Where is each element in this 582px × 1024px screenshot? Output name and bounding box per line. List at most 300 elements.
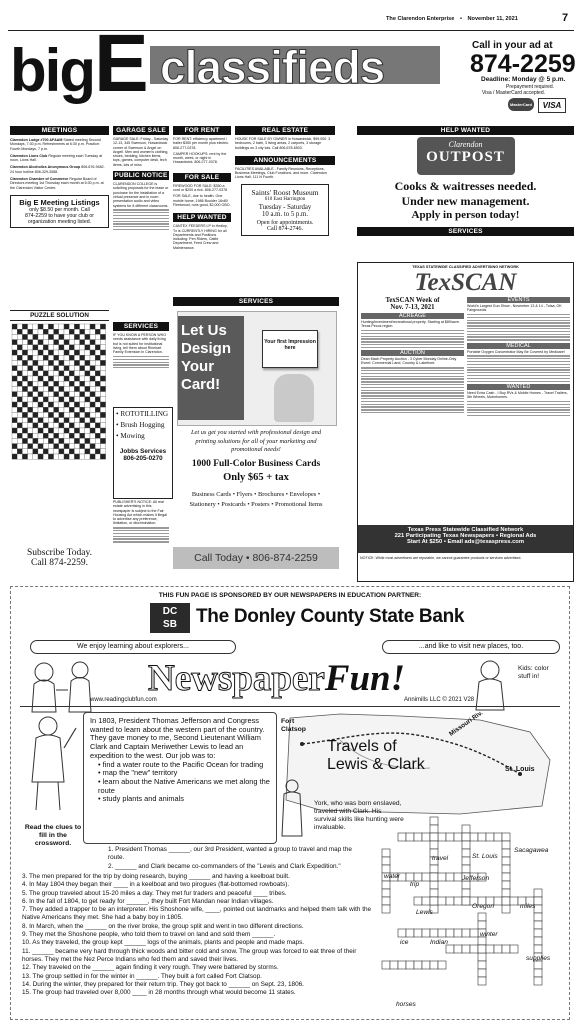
sample-card	[262, 330, 318, 368]
solution-cell	[12, 345, 17, 350]
map-title-line: Lewis & Clark	[327, 756, 425, 773]
solution-cell	[33, 386, 38, 391]
solution-cell	[90, 355, 95, 360]
solution-cell	[85, 418, 90, 423]
solution-cell	[80, 376, 85, 381]
solution-cell	[22, 454, 27, 459]
solution-cell	[22, 350, 27, 355]
museum-hours: 10 a.m. to 5 p.m.	[261, 210, 309, 218]
solution-cell	[28, 444, 33, 449]
solution-cell	[22, 402, 27, 407]
solution-cell	[48, 444, 53, 449]
for-sale-text: FOR SALE, due to health. One mobile home, 1986 Boulder 16x80 Fleetwood, runs good, $2,000 OBO.	[173, 194, 231, 207]
newspaper-title	[148, 657, 405, 700]
fort-clatsop-label: Fort Clatsop	[281, 718, 306, 733]
solution-cell	[85, 340, 90, 345]
museum-days: Tuesday - Saturday	[258, 203, 312, 211]
solution-cell	[54, 386, 59, 391]
solution-cell	[64, 340, 69, 345]
solution-cell	[85, 345, 90, 350]
public-notice-text: CLARENDON COLLEGE is soliciting proposals for the lease or purchase for the installation of a virtual presence and in room presentation audio and video systems for 8 different classrooms.	[113, 182, 169, 208]
solution-cell	[48, 407, 53, 412]
solution-cell	[100, 444, 105, 449]
solution-cell	[69, 433, 74, 438]
network-line: Start At $250 • Email ads@texaspress.com	[406, 539, 525, 545]
solution-cell	[38, 407, 43, 412]
outpost-name: OUTPOST	[426, 149, 505, 165]
solution-cell	[69, 397, 74, 402]
page-header-rule	[8, 30, 574, 31]
clue-item: 13. The group settled in for the winter in ______. They built a fort called Fort Clatsop.	[22, 972, 262, 980]
solution-cell	[90, 428, 95, 433]
solution-cell	[17, 366, 22, 371]
solution-cell	[28, 334, 33, 339]
solution-cell	[64, 371, 69, 376]
solution-cell	[28, 376, 33, 381]
solution-cell	[74, 350, 79, 355]
solution-cell	[48, 438, 53, 443]
solution-cell	[85, 324, 90, 329]
solution-cell	[17, 402, 22, 407]
intro-bullet: • map the "new" territory	[98, 768, 178, 778]
solution-cell	[100, 418, 105, 423]
solution-cell	[22, 397, 27, 402]
garage-sale-text: GARAGE SALE: Friday - Saturday 12-13, 345 Swenson, Howardwick corner of Swenson & Angel on Angell. Men and women's clothing, shoes, bedding, kitchen items, toys, games, computer desk, tech items, lots of misc.	[113, 137, 169, 167]
solution-cell	[90, 412, 95, 417]
solution-cell	[100, 397, 105, 402]
solution-cell	[85, 386, 90, 391]
solution-cell	[85, 366, 90, 371]
solution-cell	[38, 340, 43, 345]
solution-cell	[54, 340, 59, 345]
solution-cell	[90, 360, 95, 365]
solution-cell	[38, 371, 43, 376]
solution-cell	[80, 428, 85, 433]
headline-line: Your	[181, 358, 215, 375]
solution-cell	[38, 423, 43, 428]
solution-cell	[33, 381, 38, 386]
solution-cell	[64, 324, 69, 329]
solution-cell	[100, 360, 105, 365]
solution-cell	[69, 360, 74, 365]
solution-cell	[64, 444, 69, 449]
solution-cell	[48, 386, 53, 391]
solution-cell	[74, 428, 79, 433]
events-text: World's Largest Gun Show - November 13 & 14 - Tulsa, OK Fairgrounds.	[467, 304, 562, 313]
solution-cell	[54, 454, 59, 459]
solution-cell	[100, 366, 105, 371]
solution-cell	[85, 355, 90, 360]
solution-cell	[22, 438, 27, 443]
solution-cell	[33, 449, 38, 454]
solution-cell	[85, 376, 90, 381]
solution-cell	[85, 334, 90, 339]
bubble-left-text: We enjoy learning about explorers...	[77, 643, 189, 650]
solution-cell	[43, 340, 48, 345]
headline-line: Card!	[181, 376, 221, 393]
solution-cell	[38, 381, 43, 386]
solution-cell	[69, 418, 74, 423]
solution-cell	[33, 423, 38, 428]
solution-cell	[12, 366, 17, 371]
bank-logo	[150, 603, 190, 633]
solution-cell	[43, 392, 48, 397]
speech-bubble-left	[30, 640, 236, 654]
solution-cell	[48, 454, 53, 459]
museum-appointments: Open for appointments.	[256, 219, 314, 226]
solution-cell	[74, 329, 79, 334]
solution-cell	[38, 402, 43, 407]
solution-cell	[48, 402, 53, 407]
solution-cell	[33, 444, 38, 449]
solution-cell	[12, 438, 17, 443]
rototilling-ad	[113, 407, 173, 499]
outpost-top: Clarendon	[448, 140, 483, 149]
solution-cell	[43, 355, 48, 360]
solution-cell	[48, 345, 53, 350]
solution-cell	[33, 412, 38, 417]
solution-cell	[64, 381, 69, 386]
solution-cell	[80, 438, 85, 443]
solution-cell	[95, 386, 100, 391]
solution-cell	[64, 438, 69, 443]
solution-cell	[69, 334, 74, 339]
design-card-ad	[173, 297, 339, 581]
solution-cell	[28, 423, 33, 428]
solution-cell	[69, 350, 74, 355]
solution-cell	[48, 334, 53, 339]
solution-cell	[33, 324, 38, 329]
solution-cell	[38, 324, 43, 329]
events-text-continued	[467, 314, 570, 340]
solution-cell	[54, 449, 59, 454]
intro-bullet: • find a water route to the Pacific Ocean for trading	[98, 759, 264, 769]
puzzle-solution-grid	[10, 322, 109, 464]
solution-cell	[80, 454, 85, 459]
lewis-clark-drawing	[20, 712, 80, 812]
ad-service-line: • Mowing	[116, 432, 145, 440]
solution-cell	[43, 412, 48, 417]
solution-cell	[90, 324, 95, 329]
solution-cell	[17, 381, 22, 386]
solution-cell	[69, 392, 74, 397]
clue-item: 12. They traveled on the ______ again finding it very rough. They were battered by storms.	[22, 964, 279, 972]
solution-cell	[17, 324, 22, 329]
meeting-entry: Clarendon Alcoholics Anonymous Group 806-676-9482. 24 hour hotline 806-329-3088.	[10, 165, 105, 174]
outpost-logo	[417, 137, 515, 175]
solution-cell	[95, 418, 100, 423]
solution-cell	[38, 392, 43, 397]
solution-cell	[22, 371, 27, 376]
solution-cell	[54, 412, 59, 417]
solution-cell	[12, 329, 17, 334]
solution-cell	[12, 423, 17, 428]
solution-cell	[74, 407, 79, 412]
solution-cell	[43, 360, 48, 365]
solution-cell	[22, 340, 27, 345]
solution-cell	[69, 428, 74, 433]
solution-cell	[59, 412, 64, 417]
clue-item: 8. In March, when the ______ on the river broke, the group split and went in two different directions.	[22, 922, 304, 930]
solution-cell	[28, 350, 33, 355]
solution-cell	[28, 397, 33, 402]
bank-logo-dc: DC	[162, 606, 178, 617]
solution-cell	[100, 407, 105, 412]
solution-cell	[74, 402, 79, 407]
publication-name: The Clarendon Enterprise • November 11, 2021	[386, 16, 518, 22]
services-list: Stationery • Postcards • Posters • Promotional Items	[189, 501, 323, 508]
website-text: www.readingclubfun.com	[90, 697, 157, 703]
solution-cell	[69, 423, 74, 428]
solution-cell	[74, 360, 79, 365]
solution-cell	[90, 418, 95, 423]
bank-name: The Donley County State Bank	[196, 606, 465, 627]
solution-cell	[95, 433, 100, 438]
solution-cell	[80, 386, 85, 391]
solution-cell	[33, 366, 38, 371]
solution-cell	[64, 428, 69, 433]
solution-cell	[80, 381, 85, 386]
solution-cell	[54, 397, 59, 402]
visa-logo: VISA	[538, 98, 566, 113]
solution-cell	[59, 418, 64, 423]
garage-sale-column	[113, 126, 169, 232]
solution-cell	[64, 454, 69, 459]
solution-cell	[90, 407, 95, 412]
solution-cell	[69, 355, 74, 360]
solution-cell	[69, 329, 74, 334]
solution-cell	[85, 371, 90, 376]
solution-cell	[33, 340, 38, 345]
solution-cell	[95, 340, 100, 345]
solution-cell	[95, 438, 100, 443]
solution-cell	[64, 392, 69, 397]
solution-cell	[33, 360, 38, 365]
solution-cell	[100, 350, 105, 355]
kids-color-note: Kids: color stuff in!	[518, 665, 549, 680]
solution-cell	[64, 366, 69, 371]
solution-cell	[12, 392, 17, 397]
solution-cell	[90, 454, 95, 459]
solution-cell	[85, 402, 90, 407]
solution-cell	[64, 355, 69, 360]
wanted-text-continued	[467, 401, 570, 416]
solution-cell	[95, 428, 100, 433]
solution-cell	[48, 397, 53, 402]
clue-item: 11. ______ became very hard through thick woods and bitter cold and snow. The group was forced to eat three of their horses. They met the Nez Perce Indians who fed them and saved their lives.	[22, 947, 357, 963]
solution-cell	[43, 350, 48, 355]
ad-service-line: • ROTOTILLING	[116, 410, 169, 418]
solution-cell	[12, 402, 17, 407]
help-wanted-column	[357, 126, 574, 236]
solution-cell	[43, 324, 48, 329]
solution-cell	[12, 350, 17, 355]
clue-item: 9. They met the Shoshone people, who told them to travel on land and sold them ______.	[22, 931, 276, 939]
solution-cell	[38, 433, 43, 438]
solution-cell	[95, 324, 100, 329]
solution-cell	[22, 324, 27, 329]
solution-cell	[43, 444, 48, 449]
texscan-box	[357, 262, 574, 582]
solution-cell	[12, 371, 17, 376]
solution-cell	[80, 444, 85, 449]
design-card-image	[177, 311, 337, 426]
solution-cell	[28, 329, 33, 334]
solution-cell	[54, 350, 59, 355]
solution-cell	[54, 402, 59, 407]
services-ad-header: SERVICES	[173, 297, 339, 306]
solution-cell	[59, 376, 64, 381]
hire-line: Apply in person today!	[411, 209, 520, 221]
medical-header: MEDICAL	[467, 343, 570, 349]
solution-cell	[85, 449, 90, 454]
solution-cell	[69, 340, 74, 345]
solution-cell	[74, 392, 79, 397]
solution-cell	[59, 324, 64, 329]
solution-cell	[48, 350, 53, 355]
solution-cell	[95, 407, 100, 412]
solution-cell	[12, 340, 17, 345]
solution-cell	[64, 397, 69, 402]
services-text: IF YOU KNOW A PERSON WHO needs assistance with daily living but is not suited for institutional living, tell them about Rinehart Family Extension in Clarendon.	[113, 333, 167, 355]
solution-cell	[80, 449, 85, 454]
solution-cell	[28, 360, 33, 365]
medical-text: Portable Oxygen Concentrator May Be Covered by Medicare!	[467, 349, 565, 354]
solution-cell	[90, 345, 95, 350]
solution-cell	[54, 423, 59, 428]
solution-cell	[43, 386, 48, 391]
solution-cell	[80, 392, 85, 397]
york-note: York, who was born enslaved, traveled with Clark. His survival skills like hunting were invaluable.	[314, 800, 404, 831]
word-bank-item: Sacagawea	[514, 847, 549, 854]
solution-cell	[69, 444, 74, 449]
museum-phone: Call 874-2746.	[267, 225, 303, 232]
solution-cell	[59, 334, 64, 339]
solution-cell	[38, 444, 43, 449]
logo-classifieds: classifieds	[160, 41, 385, 93]
solution-cell	[90, 397, 95, 402]
solution-cell	[80, 355, 85, 360]
solution-cell	[85, 350, 90, 355]
intro-bullet: • learn about the Native Americans we met along the route	[98, 776, 270, 795]
solution-cell	[69, 402, 74, 407]
puzzle-solution-title: PUZZLE SOLUTION	[10, 310, 109, 321]
solution-cell	[33, 371, 38, 376]
solution-cell	[100, 345, 105, 350]
solution-cell	[85, 407, 90, 412]
solution-cell	[59, 444, 64, 449]
clue-item: 10. As they traveled, the group kept ______ logs of the animals, plants and people and made maps.	[22, 939, 305, 947]
publishers-notice	[113, 500, 169, 544]
solution-cell	[48, 366, 53, 371]
solution-cell	[80, 334, 85, 339]
solution-cell	[69, 376, 74, 381]
solution-cell	[28, 412, 33, 417]
solution-cell	[80, 407, 85, 412]
solution-cell	[17, 376, 22, 381]
services-ad-subtext: Let us get you started with professional design and printing solutions for all of your marketing and promotional needs!	[190, 429, 322, 454]
solution-cell	[90, 392, 95, 397]
solution-cell	[64, 402, 69, 407]
solution-cell	[12, 355, 17, 360]
solution-cell	[100, 423, 105, 428]
solution-cell	[22, 366, 27, 371]
for-sale-text: FIREWOOD FOR SALE: $350 a cord or $200 a rick. 806-277-0378	[173, 183, 228, 193]
word-bank-item: Jefferson	[462, 875, 490, 882]
solution-cell	[48, 381, 53, 386]
solution-cell	[90, 386, 95, 391]
solution-cell	[64, 418, 69, 423]
solution-cell	[69, 407, 74, 412]
solution-cell	[80, 397, 85, 402]
solution-cell	[59, 454, 64, 459]
solution-cell	[38, 438, 43, 443]
solution-cell	[28, 418, 33, 423]
solution-cell	[22, 392, 27, 397]
headline-line: Design	[181, 340, 232, 357]
sponsor-line: THIS FUN PAGE IS SPONSORED BY OUR NEWSPAPERS IN EDUCATION PARTNER:	[158, 592, 422, 599]
logo-big: bigE	[10, 18, 147, 109]
solution-cell	[74, 418, 79, 423]
call-in-line: Call in your ad at	[472, 40, 553, 51]
solution-cell	[17, 418, 22, 423]
announcements-text: FACILITIES AVAILABLE - Family Reunions, Receptions, Business Meetings, Club Functions, and more. Clarendon Lions Hall, 111 N Fourth.	[235, 166, 327, 180]
network-line: 221 Participating Texas Newspapers • Regional Ads	[394, 533, 537, 539]
solution-cell	[28, 438, 33, 443]
auction-header: AUCTION	[361, 350, 464, 356]
solution-cell	[43, 371, 48, 376]
solution-cell	[28, 371, 33, 376]
solution-cell	[85, 392, 90, 397]
word-bank-item: water	[384, 873, 401, 880]
solution-cell	[38, 350, 43, 355]
crossword-solution-graphic	[10, 322, 109, 464]
word-bank-item: Oregon	[472, 903, 494, 910]
word-bank-item: winter	[480, 931, 498, 938]
help-wanted-text: CANTEX FEEDERS LP in Hedley, Tx is CURRENTLY HIRING for all Departments and Positions including: Pen Riders, Cattle Department, Feed Crew and Maintenance.	[173, 224, 228, 250]
solution-cell	[90, 444, 95, 449]
solution-cell	[80, 366, 85, 371]
solution-cell	[54, 433, 59, 438]
hire-line: Cooks & waitresses needed.	[394, 179, 537, 193]
solution-cell	[95, 397, 100, 402]
solution-cell	[80, 345, 85, 350]
solution-cell	[22, 376, 27, 381]
call-today-band	[173, 547, 339, 569]
york-figure	[278, 778, 308, 838]
solution-cell	[64, 423, 69, 428]
solution-cell	[95, 381, 100, 386]
clue-item: 1. President Thomas ______, our 3rd President, wanted a group to travel and map the route.	[108, 846, 352, 862]
acreage-header: ACREAGE	[361, 313, 464, 319]
solution-cell	[90, 433, 95, 438]
st-louis-label: St. Louis	[505, 766, 535, 773]
word-bank-item: horses	[396, 1001, 416, 1008]
promo-line: organization meeting listed.	[27, 218, 92, 225]
solution-cell	[28, 340, 33, 345]
solution-cell	[17, 360, 22, 365]
title-newspaper: Newspaper	[148, 658, 325, 699]
solution-cell	[64, 329, 69, 334]
solution-cell	[22, 418, 27, 423]
solution-cell	[22, 449, 27, 454]
solution-cell	[43, 423, 48, 428]
solution-cell	[28, 381, 33, 386]
solution-cell	[43, 397, 48, 402]
solution-cell	[95, 360, 100, 365]
solution-cell	[90, 340, 95, 345]
solution-cell	[28, 366, 33, 371]
